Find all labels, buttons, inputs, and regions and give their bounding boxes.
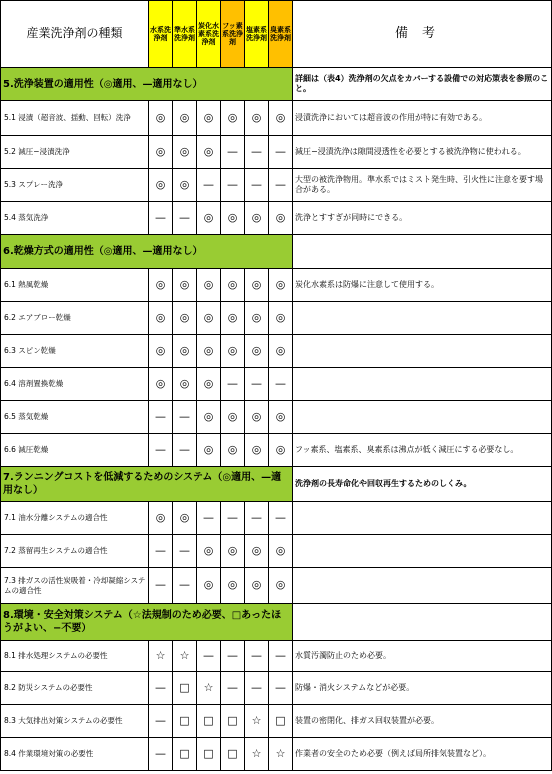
mark-cell: — — [221, 169, 245, 202]
mark-cell: ◎ — [269, 335, 293, 368]
table-row — [1, 368, 552, 401]
mark-cell: ◎ — [173, 136, 197, 169]
mark-cell: ◎ — [173, 502, 197, 535]
mark-cell: ◎ — [149, 136, 173, 169]
mark-cell: — — [245, 502, 269, 535]
table-row — [1, 169, 552, 202]
remark-cell — [293, 302, 552, 335]
type-header-hydrocarbon: 炭化水素系洗浄剤 — [197, 1, 221, 68]
section-row — [1, 604, 552, 641]
mark-cell: — — [173, 535, 197, 568]
section-row — [1, 467, 552, 502]
mark-cell: — — [269, 641, 293, 672]
mark-cell: — — [149, 401, 173, 434]
mark-cell: ◎ — [197, 535, 221, 568]
mark-cell: ◎ — [173, 101, 197, 136]
remark-cell: 作業者の安全のため必要（例えば局所排気装置など）。 — [293, 738, 552, 771]
mark-cell: □ — [197, 705, 221, 738]
mark-cell: ◎ — [221, 202, 245, 235]
section-row — [1, 235, 552, 269]
mark-cell: — — [149, 434, 173, 467]
section-note: 洗浄剤の長寿命化や回収再生するためのしくみ。 — [293, 467, 552, 502]
mark-cell: ◎ — [221, 302, 245, 335]
mark-cell: — — [221, 368, 245, 401]
mark-cell: ◎ — [197, 434, 221, 467]
mark-cell: — — [245, 672, 269, 705]
mark-cell: ◎ — [221, 568, 245, 604]
table-row — [1, 269, 552, 302]
mark-cell: □ — [173, 672, 197, 705]
remark-cell: 洗浄とすすぎが同時にできる。 — [293, 202, 552, 235]
mark-cell: ◎ — [245, 302, 269, 335]
mark-cell: ◎ — [221, 434, 245, 467]
mark-cell: — — [269, 136, 293, 169]
remark-cell: 炭化水素系は防爆に注意して使用する。 — [293, 269, 552, 302]
mark-cell: ◎ — [221, 269, 245, 302]
mark-cell: ◎ — [269, 302, 293, 335]
section-row — [1, 68, 552, 101]
mark-cell: — — [245, 641, 269, 672]
item-label: 8.2 防災システムの必要性 — [1, 672, 149, 705]
item-label: 6.1 熱風乾燥 — [1, 269, 149, 302]
mark-cell: □ — [221, 738, 245, 771]
item-label: 6.3 スピン乾燥 — [1, 335, 149, 368]
mark-cell: ◎ — [173, 335, 197, 368]
mark-cell: ◎ — [221, 335, 245, 368]
mark-cell: — — [149, 705, 173, 738]
mark-cell: ☆ — [149, 641, 173, 672]
table-row — [1, 568, 552, 604]
mark-cell: ◎ — [197, 101, 221, 136]
mark-cell: ◎ — [197, 202, 221, 235]
remark-cell: 防爆・消火システムなどが必要。 — [293, 672, 552, 705]
item-label: 5.1 浸漬（超音波、揺動、回転）洗浄 — [1, 101, 149, 136]
remark-cell — [293, 401, 552, 434]
type-header-bromine: 臭素系洗浄剤 — [269, 1, 293, 68]
mark-cell: ◎ — [221, 401, 245, 434]
mark-cell: ☆ — [173, 641, 197, 672]
item-label: 6.6 減圧乾燥 — [1, 434, 149, 467]
section-note — [293, 604, 552, 641]
mark-cell: □ — [221, 705, 245, 738]
remark-cell: 減圧−浸漬洗浄は隙間浸透性を必要とする被洗浄物に使われる。 — [293, 136, 552, 169]
mark-cell: ☆ — [245, 705, 269, 738]
mark-cell: ◎ — [197, 269, 221, 302]
mark-cell: — — [245, 169, 269, 202]
mark-cell: — — [245, 136, 269, 169]
remark-cell — [293, 535, 552, 568]
mark-cell: ☆ — [197, 672, 221, 705]
mark-cell: ◎ — [245, 568, 269, 604]
table-row — [1, 302, 552, 335]
remark-cell — [293, 335, 552, 368]
item-label: 6.2 エアブロー乾燥 — [1, 302, 149, 335]
remark-cell — [293, 568, 552, 604]
mark-cell: ◎ — [245, 401, 269, 434]
mark-cell: ◎ — [269, 401, 293, 434]
mark-cell: ◎ — [149, 169, 173, 202]
table-row — [1, 434, 552, 467]
mark-cell: — — [221, 641, 245, 672]
mark-cell: □ — [197, 738, 221, 771]
mark-cell: ◎ — [269, 269, 293, 302]
type-header-semi-aqueous: 準水系洗浄剤 — [173, 1, 197, 68]
mark-cell: ◎ — [149, 368, 173, 401]
mark-cell: — — [149, 535, 173, 568]
mark-cell: ◎ — [245, 202, 269, 235]
mark-cell: ◎ — [197, 568, 221, 604]
table-row — [1, 738, 552, 771]
item-label: 7.2 蒸留再生システムの適合性 — [1, 535, 149, 568]
table-row — [1, 641, 552, 672]
remark-cell — [293, 368, 552, 401]
remark-cell: 装置の密閉化、排ガス回収装置が必要。 — [293, 705, 552, 738]
item-label: 7.1 油水分離システムの適合性 — [1, 502, 149, 535]
item-label: 5.3 スプレー洗浄 — [1, 169, 149, 202]
mark-cell: □ — [269, 705, 293, 738]
mark-cell: — — [197, 169, 221, 202]
mark-cell: ◎ — [269, 568, 293, 604]
remark-cell — [293, 502, 552, 535]
mark-cell: ◎ — [245, 335, 269, 368]
table-row — [1, 672, 552, 705]
mark-cell: ◎ — [197, 368, 221, 401]
mark-cell: ◎ — [149, 502, 173, 535]
mark-cell: — — [149, 672, 173, 705]
item-label: 5.2 減圧−浸漬洗浄 — [1, 136, 149, 169]
mark-cell: ◎ — [269, 434, 293, 467]
mark-cell: — — [269, 368, 293, 401]
item-label: 8.1 排水処理システムの必要性 — [1, 641, 149, 672]
item-label: 8.3 大気排出対策システムの必要性 — [1, 705, 149, 738]
table-row — [1, 502, 552, 535]
mark-cell: — — [269, 169, 293, 202]
mark-cell: ◎ — [173, 302, 197, 335]
mark-cell: — — [173, 202, 197, 235]
mark-cell: □ — [173, 738, 197, 771]
mark-cell: ◎ — [245, 535, 269, 568]
mark-cell: ◎ — [149, 269, 173, 302]
mark-cell: ◎ — [197, 335, 221, 368]
header-row — [1, 1, 552, 68]
section-title: 8.環境・安全対策システム（☆法規制のため必要、□あったほうがよい、−不要） — [1, 604, 293, 641]
mark-cell: ◎ — [173, 169, 197, 202]
type-header-fluorine: フッ素系洗浄剤 — [221, 1, 245, 68]
section-title: 7.ランニングコストを低減するためのシステム（◎適用、—適用なし） — [1, 467, 293, 502]
mark-cell: — — [221, 136, 245, 169]
table-title: 産業洗浄剤の種類 — [1, 1, 149, 68]
remark-cell: 大型の被洗浄物用。準水系ではミスト発生時、引火性に注意を要す場合がある。 — [293, 169, 552, 202]
mark-cell: ◎ — [173, 368, 197, 401]
mark-cell: ◎ — [245, 269, 269, 302]
mark-cell: ◎ — [221, 535, 245, 568]
mark-cell: ◎ — [269, 101, 293, 136]
mark-cell: ◎ — [197, 136, 221, 169]
mark-cell: ◎ — [149, 302, 173, 335]
mark-cell: ◎ — [245, 434, 269, 467]
item-label: 7.3 排ガスの活性炭吸着・冷却凝縮システムの適合性 — [1, 568, 149, 604]
table-row — [1, 535, 552, 568]
section-note — [293, 235, 552, 269]
table-row — [1, 705, 552, 738]
mark-cell: ◎ — [269, 202, 293, 235]
mark-cell: ◎ — [149, 101, 173, 136]
section-title: 6.乾燥方式の適用性（◎適用、—適用なし） — [1, 235, 293, 269]
mark-cell: ◎ — [173, 269, 197, 302]
table-row — [1, 136, 552, 169]
mark-cell: ☆ — [269, 738, 293, 771]
mark-cell: — — [269, 502, 293, 535]
mark-cell: — — [221, 502, 245, 535]
mark-cell: — — [197, 502, 221, 535]
remarks-header: 備考 — [293, 1, 552, 68]
mark-cell: ◎ — [197, 401, 221, 434]
section-title: 5.洗浄装置の適用性（◎適用、—適用なし） — [1, 68, 293, 101]
mark-cell: ◎ — [245, 101, 269, 136]
mark-cell: ◎ — [149, 335, 173, 368]
table-row — [1, 401, 552, 434]
remark-cell: フッ素系、塩素系、臭素系は沸点が低く減圧にする必要なし。 — [293, 434, 552, 467]
mark-cell: ☆ — [245, 738, 269, 771]
mark-cell: ◎ — [221, 101, 245, 136]
remark-cell: 浸漬洗浄においては超音波の作用が特に有効である。 — [293, 101, 552, 136]
section-note: 詳細は（表4）洗浄剤の欠点をカバーする設備での対応策表を参照のこと。 — [293, 68, 552, 101]
mark-cell: ◎ — [269, 535, 293, 568]
mark-cell: — — [221, 672, 245, 705]
item-label: 6.5 蒸気乾燥 — [1, 401, 149, 434]
mark-cell: — — [149, 202, 173, 235]
table-row — [1, 202, 552, 235]
item-label: 8.4 作業環境対策の必要性 — [1, 738, 149, 771]
table-row — [1, 101, 552, 136]
item-label: 6.4 溶剤置換乾燥 — [1, 368, 149, 401]
mark-cell: — — [149, 568, 173, 604]
type-header-aqueous: 水系洗浄剤 — [149, 1, 173, 68]
mark-cell: □ — [173, 705, 197, 738]
remark-cell: 水質汚濁防止のため必要。 — [293, 641, 552, 672]
mark-cell: — — [197, 641, 221, 672]
mark-cell: ◎ — [197, 302, 221, 335]
mark-cell: — — [173, 434, 197, 467]
mark-cell: — — [173, 568, 197, 604]
mark-cell: — — [269, 672, 293, 705]
mark-cell: — — [245, 368, 269, 401]
table-row — [1, 335, 552, 368]
type-header-chlorine: 塩素系洗浄剤 — [245, 1, 269, 68]
mark-cell: — — [173, 401, 197, 434]
mark-cell: — — [149, 738, 173, 771]
item-label: 5.4 蒸気洗浄 — [1, 202, 149, 235]
